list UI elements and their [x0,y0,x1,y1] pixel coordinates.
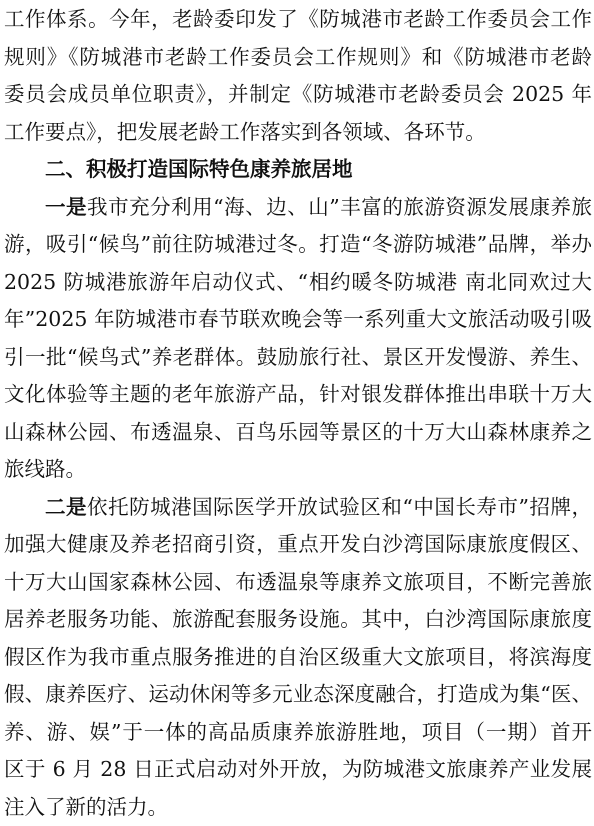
paragraph-line: 委员会成员单位职责》，并制定《防城港市老龄委员会 2025 年 [4,82,592,106]
paragraph-line: 旅线路。 [4,457,86,481]
section-heading: 二、积极打造国际特色康养旅居地 [45,157,353,181]
point-lead: 一是 [45,194,88,219]
paragraph-line: 十万大山国家森林公园、布透温泉等康养文旅项目，不断完善旅 [4,569,592,594]
paragraph-line [4,488,592,526]
paragraph-line: 文化体验等主题的老年旅游产品，针对银发群体推出串联十万大 [4,382,592,406]
paragraph-line: 年”2025 年防城港市春节联欢晚会等一系列重大文旅活动吸引吸 [4,307,592,331]
point-text: 依托防城港国际医学开放试验区和“中国长寿市”招牌， [87,494,592,519]
paragraph-line: 假、康养医疗、运动休闲等多元业态深度融合，打造成为集“医、 [4,682,592,706]
paragraph-line: 养、游、娱”于一体的高品质康养旅游胜地，项目（一期）首开 [4,719,592,744]
point-lead: 二是 [45,494,88,519]
paragraph-line: 规则》《防城港市老龄工作委员会工作规则》和《防城港市老龄 [4,44,592,69]
paragraph-line: 山森林公园、布透温泉、百鸟乐园等景区的十万大山森林康养之 [4,419,592,444]
paragraph-line: 游，吸引“候鸟”前往防城港过冬。打造“冬游防城港”品牌，举办 [4,232,592,256]
paragraph-line: 工作体系。今年，老龄委印发了《防城港市老龄工作委员会工作 [4,7,592,31]
point-text: 我市充分利用“海、边、山”丰富的旅游资源发展康养旅 [87,194,592,219]
paragraph-line: 假区作为我市重点服务推进的自治区级重大文旅项目，将滨海度 [4,644,592,669]
paragraph-line: 工作要点》，把发展老龄工作落实到各领域、各环节。 [4,119,486,144]
paragraph-line: 2025 防城港旅游年启动仪式、“相约暖冬防城港 南北同欢过大 [4,269,592,294]
paragraph-line: 引一批“候鸟式”养老群体。鼓励旅行社、景区开发慢游、养生、 [4,344,592,369]
paragraph-line: 注入了新的活力。 [4,794,168,819]
paragraph-line: 加强大健康及养老招商引资，重点开发白沙湾国际康旅度假区、 [4,532,592,556]
paragraph-line: 区于 6 月 28 日正式启动对外开放，为防城港文旅康养产业发展 [4,757,592,781]
paragraph-line: 居养老服务功能、旅游配套服务设施。其中，白沙湾国际康旅度 [4,607,592,631]
paragraph-line [4,188,592,226]
